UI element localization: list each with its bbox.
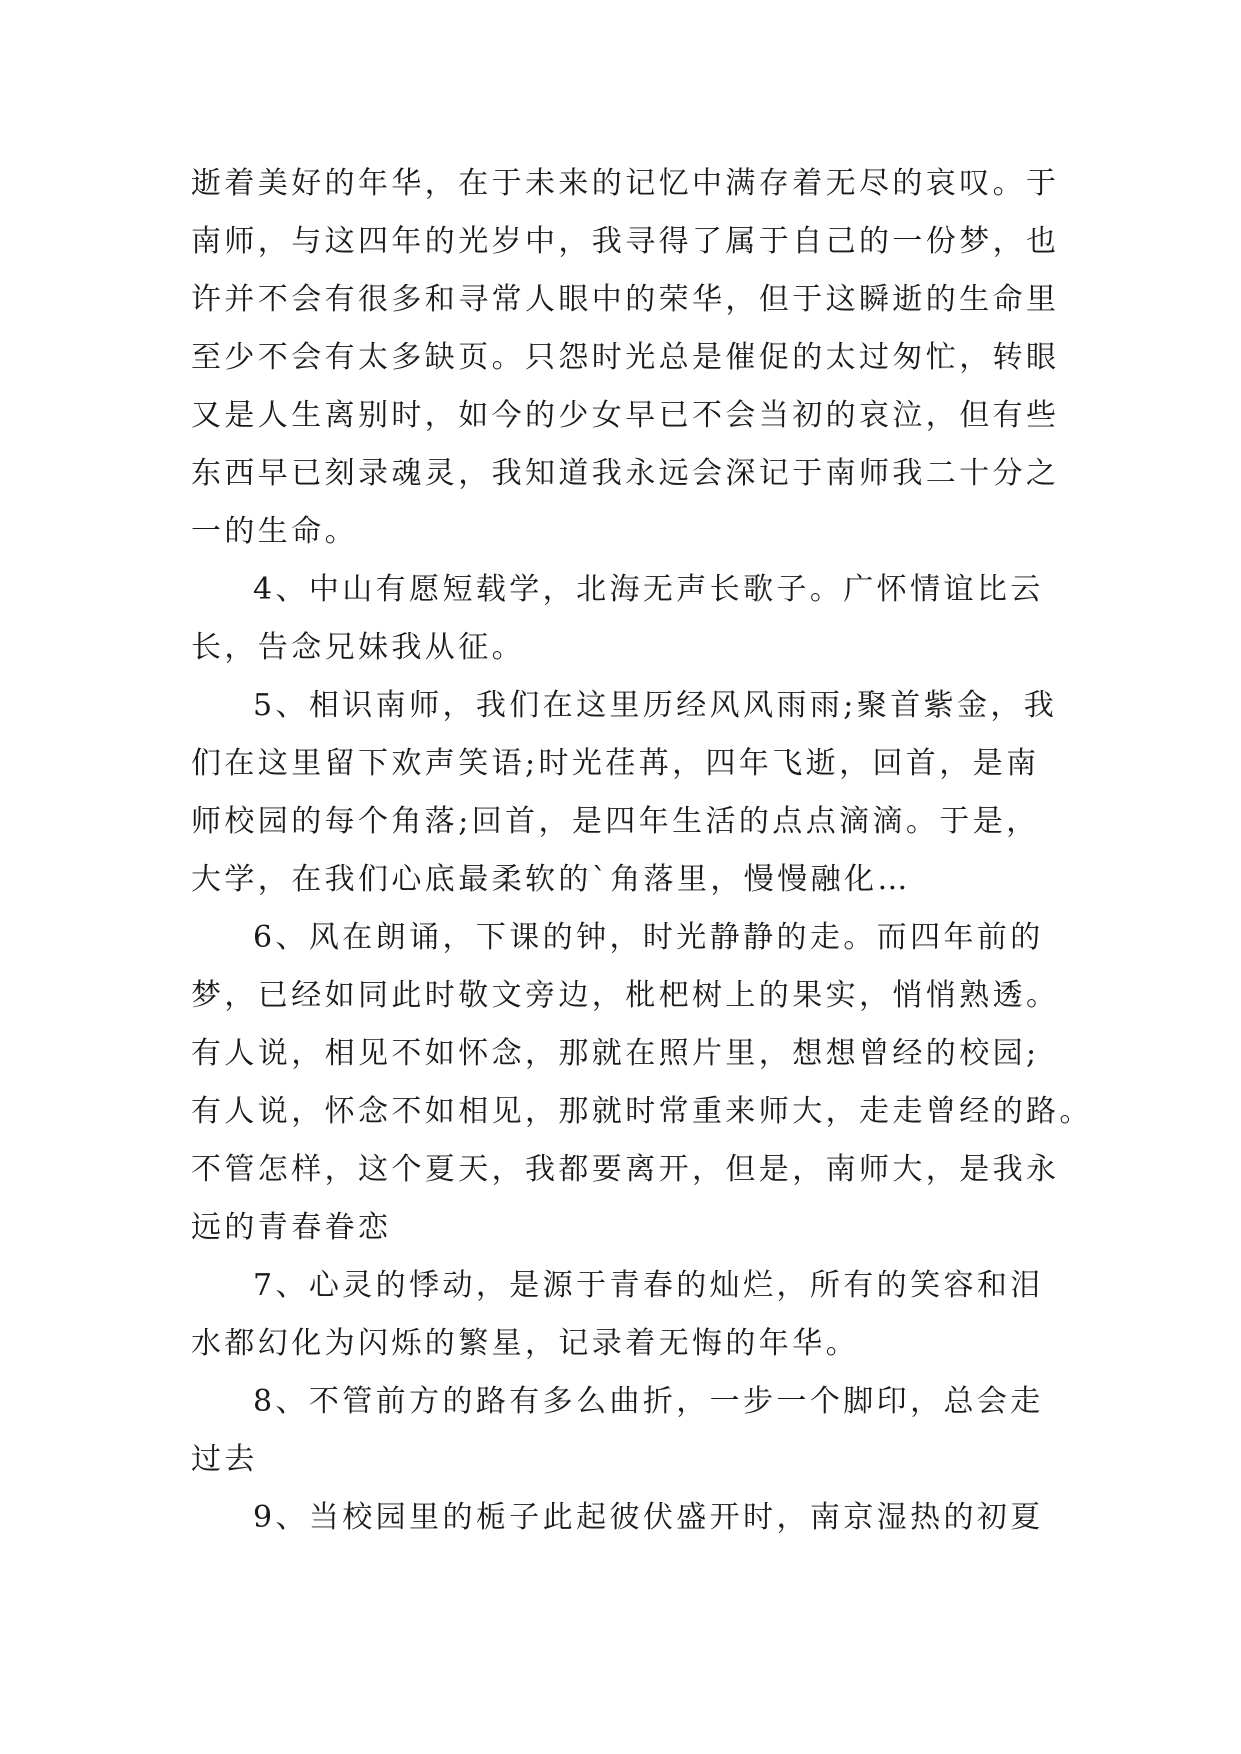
text-line: 南师，与这四年的光岁中，我寻得了属于自己的一份梦，也 xyxy=(191,224,1060,259)
text-line: 大学，在我们心底最柔软的`角落里，慢慢融化… xyxy=(191,862,911,897)
text-line: 有人说，相见不如怀念，那就在照片里，想想曾经的校园; xyxy=(191,1036,1040,1071)
text-line: 4、中山有愿短载学，北海无声长歌子。广怀情谊比云 xyxy=(253,572,1044,607)
text-line: 9、当校园里的栀子此起彼伏盛开时，南京湿热的初夏 xyxy=(253,1500,1044,1535)
text-line: 远的青春眷恋 xyxy=(191,1210,392,1245)
text-line: 一的生命。 xyxy=(191,514,358,549)
text-line: 7、心灵的悸动，是源于青春的灿烂，所有的笑容和泪 xyxy=(253,1268,1044,1303)
text-line: 逝着美好的年华，在于未来的记忆中满存着无尽的哀叹。于 xyxy=(191,166,1060,201)
text-line: 6、风在朗诵，下课的钟，时光静静的走。而四年前的 xyxy=(253,920,1044,955)
text-line: 梦，已经如同此时敬文旁边，枇杷树上的果实，悄悄熟透。 xyxy=(191,978,1060,1013)
text-line: 东西早已刻录魂灵，我知道我永远会深记于南师我二十分之 xyxy=(191,456,1060,491)
body-text xyxy=(191,155,1093,1547)
text-line: 5、相识南师，我们在这里历经风风雨雨;聚首紫金，我 xyxy=(253,688,1058,723)
text-line: 有人说，怀念不如相见，那就时常重来师大，走走曾经的路。 xyxy=(191,1094,1093,1129)
text-line: 至少不会有太多缺页。只怨时光总是催促的太过匆忙，转眼 xyxy=(191,340,1060,375)
text-line: 许并不会有很多和寻常人眼中的荣华，但于这瞬逝的生命里 xyxy=(191,282,1060,317)
text-line: 过去 xyxy=(191,1442,258,1477)
text-line: 们在这里留下欢声笑语;时光荏苒，四年飞逝，回首，是南 xyxy=(191,746,1040,781)
text-line: 又是人生离别时，如今的少女早已不会当初的哀泣，但有些 xyxy=(191,398,1060,433)
text-line: 长，告念兄妹我从征。 xyxy=(191,630,525,665)
text-line: 不管怎样，这个夏天，我都要离开，但是，南师大，是我永 xyxy=(191,1152,1060,1187)
text-line: 水都幻化为闪烁的繁星，记录着无悔的年华。 xyxy=(191,1326,859,1361)
text-line: 师校园的每个角落;回首，是四年生活的点点滴滴。于是， xyxy=(191,804,1040,839)
text-line: 8、不管前方的路有多么曲折，一步一个脚印，总会走 xyxy=(253,1384,1044,1419)
